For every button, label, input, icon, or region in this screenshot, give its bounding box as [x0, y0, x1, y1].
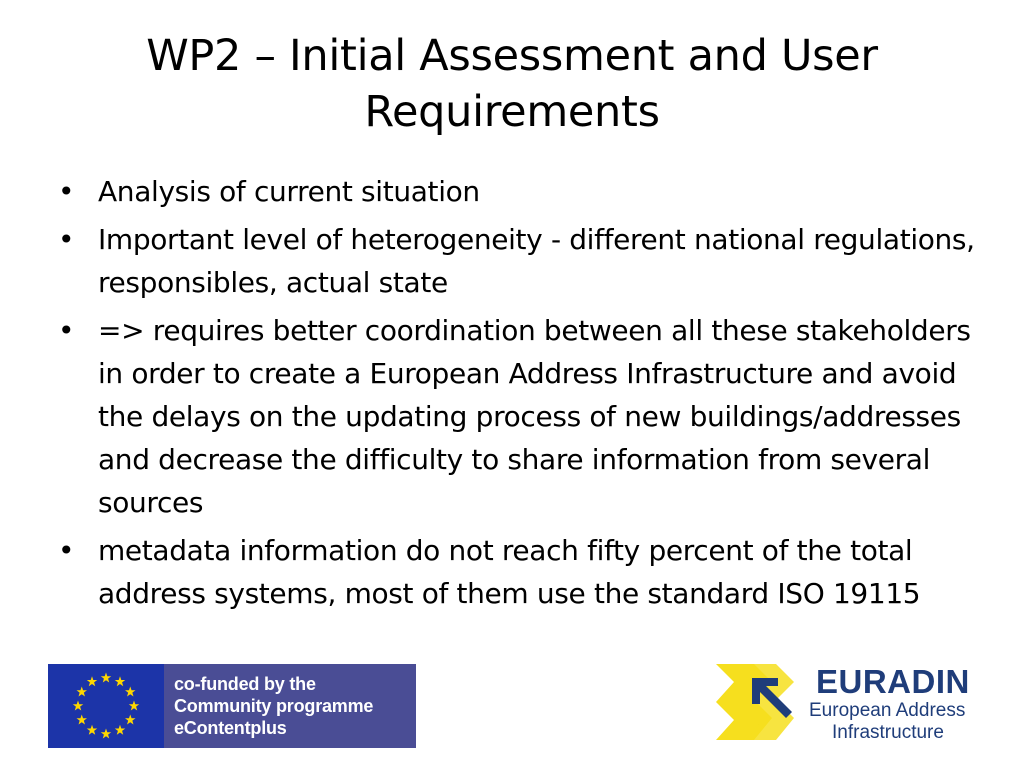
euradin-logo: [712, 656, 984, 748]
eu-cofunded-banner: [48, 664, 416, 748]
eu-star: [115, 676, 125, 686]
bullet-item: [56, 218, 976, 304]
eu-star: [73, 701, 83, 711]
eu-banner-line: co-funded by the: [174, 674, 316, 694]
eu-star: [87, 676, 97, 686]
bullet-marker: •: [58, 223, 75, 256]
eu-star: [101, 729, 111, 739]
bullet-marker: •: [58, 534, 75, 567]
eu-star: [115, 725, 125, 735]
euradin-logo-icon: [712, 660, 808, 744]
eu-star: [125, 715, 135, 725]
eu-star: [101, 673, 111, 683]
bullet-text: Analysis of current situation: [98, 175, 480, 208]
bullet-marker: •: [58, 175, 75, 208]
eu-star: [125, 687, 135, 697]
eu-star: [77, 687, 87, 697]
bullet-marker: •: [58, 314, 75, 347]
bullet-item: [56, 309, 976, 524]
euradin-subtitle: European Address: [809, 700, 966, 721]
eu-flag-icon: [48, 664, 164, 748]
eu-star: [77, 715, 87, 725]
euradin-name: EURADIN: [816, 663, 970, 700]
bullet-text: metadata information do not reach fifty percent of the total address systems, most of them use the standard ISO 19115: [98, 534, 921, 610]
bullet-item: [56, 529, 976, 615]
eu-banner-line: eContentplus: [174, 718, 287, 738]
bullet-text: Important level of heterogeneity - different national regulations, responsibles, actual state: [98, 223, 975, 299]
euradin-subtitle: Infrastructure: [832, 722, 944, 743]
eu-banner-text: [164, 664, 416, 748]
eu-banner-line: Community programme: [174, 696, 374, 716]
eu-star: [129, 701, 139, 711]
slide-title: WP2 – Initial Assessment and User Requirements: [146, 31, 878, 137]
bullet-text: => requires better coordination between all these stakeholders in order to create a European Address Infrastructure and avoid the delays on the updating process of new buildings/addresses and decrease the difficulty to share information from several sources: [98, 314, 971, 519]
bullet-item: [56, 170, 976, 213]
eu-star: [87, 725, 97, 735]
bullet-list: [56, 170, 976, 620]
